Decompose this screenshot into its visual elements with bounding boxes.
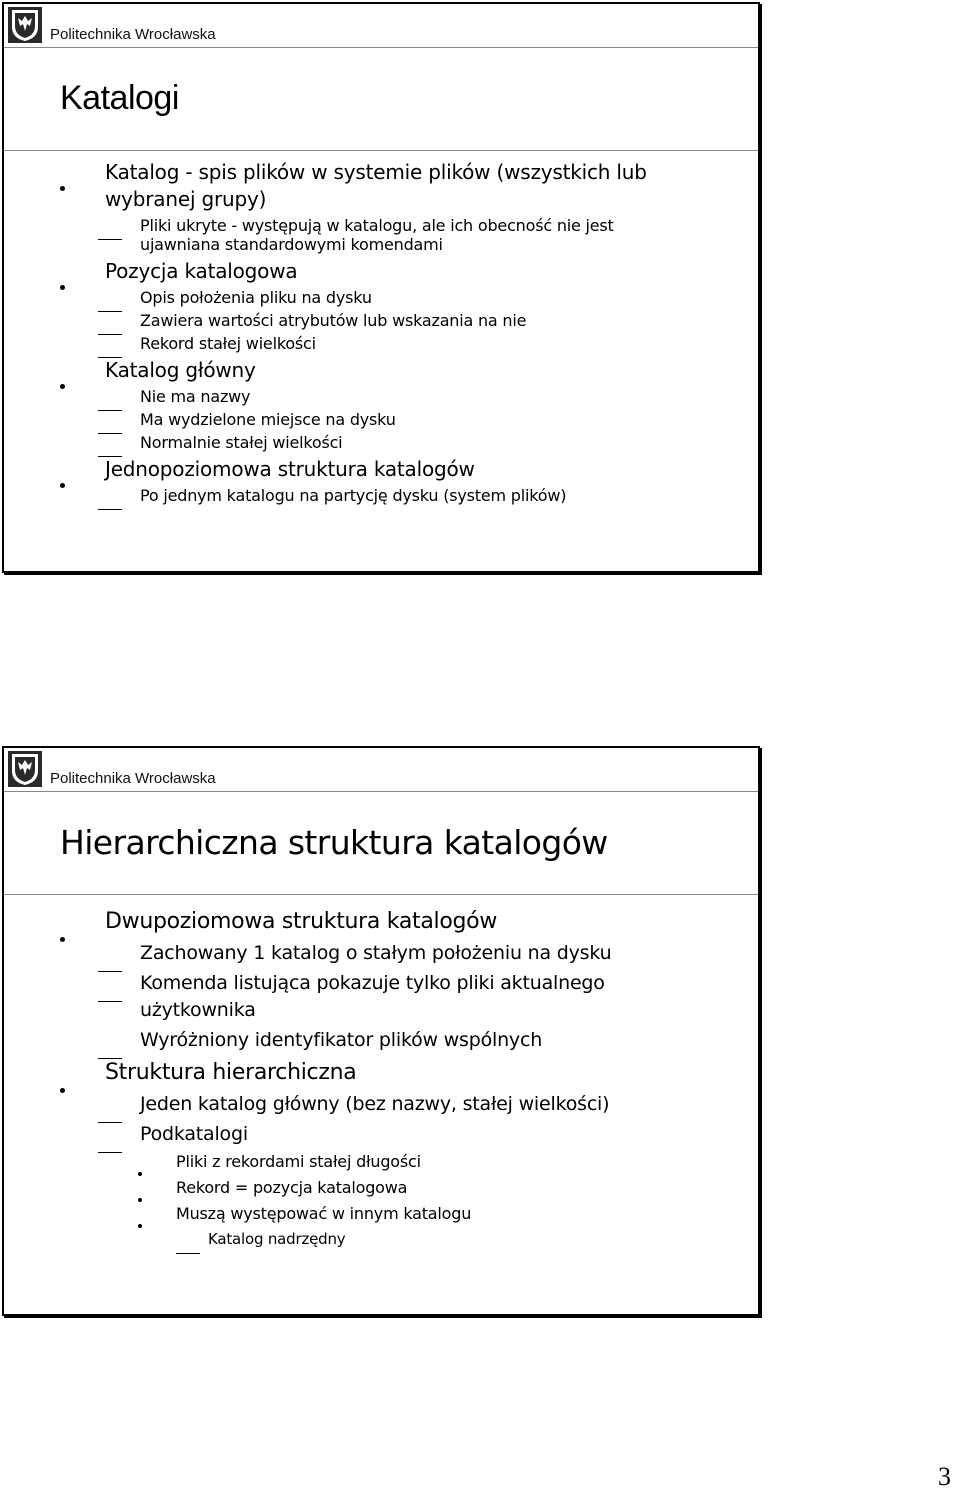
bullet-level-1	[4, 906, 758, 937]
bullet-text: Rekord stałej wielkości	[140, 334, 316, 353]
bullet-text: Muszą występować w innym katalogu	[176, 1204, 472, 1223]
bullet-level-2	[4, 334, 758, 353]
bullet-text: ujawniana standardowymi komendami	[140, 235, 443, 254]
bullet-text: Wyróżniony identyfikator plików wspólnych	[140, 1029, 543, 1051]
slide-header	[4, 4, 758, 48]
slide-title: Hierarchiczna struktura katalogów	[60, 823, 608, 862]
slide-content	[4, 159, 758, 509]
bullet-text: Struktura hierarchiczna	[105, 1060, 357, 1085]
bullet-text: Komenda listująca pokazuje tylko pliki aktualnego	[140, 972, 605, 994]
eagle-shield-icon	[8, 751, 42, 787]
slide-header	[4, 748, 758, 792]
slide-title: Katalogi	[60, 79, 179, 117]
bullet-level-1	[4, 159, 758, 186]
bullet-text: Podkatalogi	[140, 1123, 248, 1145]
bullet-level-2	[4, 387, 758, 406]
eagle-shield-icon	[8, 7, 42, 43]
bullet-level-3	[4, 1203, 758, 1225]
university-name: Politechnika Wrocławska	[50, 26, 216, 43]
bullet-level-2	[4, 288, 758, 307]
bullet-level-2	[4, 410, 758, 429]
bullet-level-1	[4, 357, 758, 384]
bullet-level-2	[4, 311, 758, 330]
bullet-level-2	[4, 940, 758, 967]
bullet-level-3	[4, 1177, 758, 1199]
bullet-text: wybranej grupy)	[105, 187, 267, 211]
bullet-level-2	[4, 1091, 758, 1118]
slide-2	[2, 746, 760, 1316]
bullet-level-1-continuation	[4, 186, 758, 213]
bullet-level-2	[4, 1121, 758, 1148]
dash-icon	[98, 495, 122, 514]
bullet-text: Rekord = pozycja katalogowa	[176, 1178, 408, 1197]
bullet-text: Pliki z rekordami stałej długości	[176, 1152, 421, 1171]
slide-1	[2, 2, 760, 573]
bullet-text: Zachowany 1 katalog o stałym położeniu na dysku	[140, 942, 612, 964]
bullet-text: Nie ma nazwy	[140, 387, 251, 406]
bullet-level-1	[4, 1057, 758, 1088]
bullet-level-2	[4, 970, 758, 997]
bullet-level-4	[4, 1229, 758, 1249]
bullet-level-2	[4, 433, 758, 452]
bullet-text: Ma wydzielone miejsce na dysku	[140, 410, 396, 429]
bullet-level-2	[4, 216, 758, 235]
page-number: 3	[938, 1462, 951, 1491]
bullet-text: Opis położenia pliku na dysku	[140, 288, 372, 307]
bullet-level-2	[4, 486, 758, 505]
bullet-level-1	[4, 456, 758, 483]
bullet-level-2-continuation	[4, 235, 758, 254]
university-name: Politechnika Wrocławska	[50, 770, 216, 787]
bullet-level-3	[4, 1151, 758, 1173]
bullet-text: Jednopoziomowa struktura katalogów	[105, 457, 475, 481]
bullet-text: Zawiera wartości atrybutów lub wskazania na nie	[140, 311, 527, 330]
slide-content	[4, 906, 758, 1249]
bullet-text: Pozycja katalogowa	[105, 259, 298, 283]
bullet-level-1	[4, 258, 758, 285]
bullet-text: Katalog nadrzędny	[208, 1230, 346, 1248]
dash-icon	[176, 1239, 200, 1259]
bullet-level-2	[4, 1027, 758, 1054]
bullet-text: użytkownika	[140, 999, 256, 1021]
bullet-text: Dwupoziomowa struktura katalogów	[105, 909, 498, 934]
title-band	[4, 47, 758, 151]
bullet-text: Jeden katalog główny (bez nazwy, stałej wielkości)	[140, 1093, 610, 1115]
bullet-text: Pliki ukryte - występują w katalogu, ale ich obecność nie jest	[140, 216, 614, 235]
bullet-text: Normalnie stałej wielkości	[140, 433, 343, 452]
bullet-level-2-continuation	[4, 997, 758, 1024]
bullet-text: Katalog główny	[105, 358, 256, 382]
title-band	[4, 791, 758, 895]
bullet-text: Katalog - spis plików w systemie plików (wszystkich lub	[105, 160, 647, 184]
bullet-text: Po jednym katalogu na partycję dysku (system plików)	[140, 486, 567, 505]
